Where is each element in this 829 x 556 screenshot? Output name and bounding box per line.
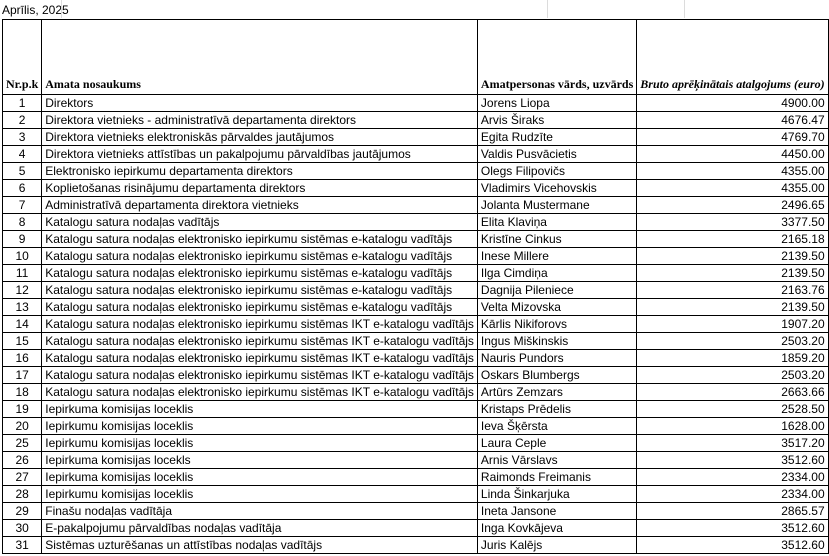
position-title-cell[interactable]: Elektronisko iepirkumu departamenta direktors xyxy=(42,163,478,180)
gross-pay-cell[interactable]: 4769.70 xyxy=(637,129,828,146)
header-row xyxy=(3,20,829,95)
person-name-cell[interactable]: Elita Klaviņa xyxy=(477,214,636,231)
gross-pay-cell[interactable]: 3517.20 xyxy=(637,435,828,452)
person-name-cell[interactable]: Raimonds Freimanis xyxy=(477,469,636,486)
row-number-cell[interactable]: 7 xyxy=(3,197,42,214)
person-name-cell[interactable]: Oskars Blumbergs xyxy=(477,367,636,384)
row-number-cell[interactable]: 29 xyxy=(3,503,42,520)
row-number-cell[interactable]: 10 xyxy=(3,248,42,265)
person-name-cell[interactable]: Ingus Miškinskis xyxy=(477,333,636,350)
table-row xyxy=(3,248,829,265)
gross-pay-cell[interactable]: 2503.20 xyxy=(637,367,828,384)
table-row xyxy=(3,333,829,350)
table-row xyxy=(3,197,829,214)
gross-pay-cell[interactable]: 4450.00 xyxy=(637,146,828,163)
row-number-cell[interactable]: 25 xyxy=(3,435,42,452)
row-number-cell[interactable]: 12 xyxy=(3,282,42,299)
row-number-cell[interactable]: 27 xyxy=(3,469,42,486)
position-title-cell[interactable]: Katalogu satura nodaļas elektronisko iepirkumu sistēmas e-katalogu vadītājs xyxy=(42,265,478,282)
row-number-cell[interactable]: 13 xyxy=(3,299,42,316)
gross-pay-cell[interactable]: 3512.60 xyxy=(637,537,828,554)
gross-pay-cell[interactable]: 3377.50 xyxy=(637,214,828,231)
table-row xyxy=(3,129,829,146)
row-number-cell[interactable]: 26 xyxy=(3,452,42,469)
table-row xyxy=(3,214,829,231)
position-title-cell[interactable]: Direktora vietnieks attīstības un pakalpojumu pārvaldības jautājumos xyxy=(42,146,478,163)
gross-pay-cell[interactable]: 2503.20 xyxy=(637,333,828,350)
table-row xyxy=(3,384,829,401)
position-title-cell[interactable]: Iepirkumu komisijas loceklis xyxy=(42,418,478,435)
table-row xyxy=(3,282,829,299)
position-title-cell[interactable]: Iepirkuma komisijas loceklis xyxy=(42,401,478,418)
position-title-cell[interactable]: Katalogu satura nodaļas elektronisko iepirkumu sistēmas e-katalogu vadītājs xyxy=(42,231,478,248)
gross-pay-cell[interactable]: 1859.20 xyxy=(637,350,828,367)
person-name-cell[interactable]: Egita Rudzīte xyxy=(477,129,636,146)
gross-pay-cell[interactable]: 2139.50 xyxy=(637,248,828,265)
row-number-cell[interactable]: 31 xyxy=(3,537,42,554)
row-number-cell[interactable]: 6 xyxy=(3,180,42,197)
gross-pay-cell[interactable]: 1907.20 xyxy=(637,316,828,333)
position-title-cell[interactable]: E-pakalpojumu pārvaldības nodaļas vadītāja xyxy=(42,520,478,537)
table-row xyxy=(3,95,829,112)
person-name-cell[interactable]: Ineta Jansone xyxy=(477,503,636,520)
position-title-cell[interactable]: Iepirkuma komisijas loceklis xyxy=(42,469,478,486)
gross-pay-cell[interactable]: 2163.76 xyxy=(637,282,828,299)
position-title-cell[interactable]: Katalogu satura nodaļas elektronisko iepirkumu sistēmas IKT e-katalogu vadītājs xyxy=(42,350,478,367)
person-name-cell[interactable]: Inese Millere xyxy=(477,248,636,265)
row-number-cell[interactable]: 11 xyxy=(3,265,42,282)
table-body xyxy=(3,95,829,554)
gross-pay-cell[interactable]: 2139.50 xyxy=(637,265,828,282)
person-name-cell[interactable]: Kristīne Cinkus xyxy=(477,231,636,248)
position-title-cell[interactable]: Katalogu satura nodaļas elektronisko iepirkumu sistēmas IKT e-katalogu vadītājs xyxy=(42,367,478,384)
position-title-cell[interactable]: Direktora vietnieks - administratīvā departamenta direktors xyxy=(42,112,478,129)
person-name-cell[interactable]: Velta Mizovska xyxy=(477,299,636,316)
title-row xyxy=(0,0,795,18)
position-title-cell[interactable]: Katalogu satura nodaļas elektronisko iepirkumu sistēmas IKT e-katalogu vadītājs xyxy=(42,316,478,333)
column-divider xyxy=(61,0,62,18)
row-number-cell[interactable]: 1 xyxy=(3,95,42,112)
column-divider xyxy=(684,0,685,18)
table-row xyxy=(3,265,829,282)
table-row xyxy=(3,163,829,180)
position-title-cell[interactable]: Katalogu satura nodaļas elektronisko iepirkumu sistēmas e-katalogu vadītājs xyxy=(42,299,478,316)
column-divider xyxy=(547,0,548,18)
table-row xyxy=(3,537,829,554)
person-name-cell[interactable]: Nauris Pundors xyxy=(477,350,636,367)
gross-pay-cell[interactable]: 2865.57 xyxy=(637,503,828,520)
row-number-cell[interactable]: 19 xyxy=(3,401,42,418)
position-title-cell[interactable]: Katalogu satura nodaļas elektronisko iepirkumu sistēmas e-katalogu vadītājs xyxy=(42,248,478,265)
table-row xyxy=(3,112,829,129)
table-row xyxy=(3,180,829,197)
gross-pay-cell[interactable]: 2334.00 xyxy=(637,469,828,486)
person-name-cell[interactable]: Dagnija Pileniece xyxy=(477,282,636,299)
table-row xyxy=(3,401,829,418)
person-name-cell[interactable]: Arvis Širaks xyxy=(477,112,636,129)
gross-pay-cell[interactable]: 1628.00 xyxy=(637,418,828,435)
table-row xyxy=(3,520,829,537)
position-title-cell[interactable]: Sistēmas uzturēšanas un attīstības nodaļas vadītājs xyxy=(42,537,478,554)
row-number-cell[interactable]: 30 xyxy=(3,520,42,537)
gross-pay-cell[interactable]: 3512.60 xyxy=(637,452,828,469)
gross-pay-cell[interactable]: 2139.50 xyxy=(637,299,828,316)
position-title-cell[interactable]: Katalogu satura nodaļas vadītājs xyxy=(42,214,478,231)
person-name-cell[interactable]: Linda Šinkarjuka xyxy=(477,486,636,503)
row-number-cell[interactable]: 8 xyxy=(3,214,42,231)
person-name-cell[interactable]: Kārlis Nikiforovs xyxy=(477,316,636,333)
header-person-name[interactable]: Amatpersonas vārds, uzvārds xyxy=(477,20,636,95)
gross-pay-cell[interactable]: 3512.60 xyxy=(637,520,828,537)
row-number-cell[interactable]: 18 xyxy=(3,384,42,401)
person-name-cell[interactable]: Artūrs Zemzars xyxy=(477,384,636,401)
header-num[interactable]: Nr.p.k xyxy=(3,20,42,95)
person-name-cell[interactable]: Inga Kovkājeva xyxy=(477,520,636,537)
position-title-cell[interactable]: Finašu nodaļas vadītāja xyxy=(42,503,478,520)
header-position-title[interactable]: Amata nosaukums xyxy=(42,20,478,95)
position-title-cell[interactable]: Direktors xyxy=(42,95,478,112)
person-name-cell[interactable]: Ilga Cimdiņa xyxy=(477,265,636,282)
position-title-cell[interactable]: Koplietošanas risinājumu departamenta direktors xyxy=(42,180,478,197)
gross-pay-cell[interactable]: 4355.00 xyxy=(637,163,828,180)
table-row xyxy=(3,146,829,163)
position-title-cell[interactable]: Direktora vietnieks elektroniskās pārvaldes jautājumos xyxy=(42,129,478,146)
person-name-cell[interactable]: Valdis Pusvācietis xyxy=(477,146,636,163)
header-gross-pay[interactable]: Bruto aprēķinātais atalgojums (euro) xyxy=(637,20,828,95)
row-number-cell[interactable]: 14 xyxy=(3,316,42,333)
position-title-cell[interactable]: Katalogu satura nodaļas elektronisko iepirkumu sistēmas e-katalogu vadītājs xyxy=(42,282,478,299)
row-number-cell[interactable]: 2 xyxy=(3,112,42,129)
position-title-cell[interactable]: Iepirkuma komisijas locekls xyxy=(42,452,478,469)
row-number-cell[interactable]: 5 xyxy=(3,163,42,180)
table-row xyxy=(3,350,829,367)
row-number-cell[interactable]: 15 xyxy=(3,333,42,350)
position-title-cell[interactable]: Iepirkumu komisijas loceklis xyxy=(42,435,478,452)
person-name-cell[interactable]: Arnis Vārslavs xyxy=(477,452,636,469)
gross-pay-cell[interactable]: 2334.00 xyxy=(637,486,828,503)
table-row xyxy=(3,231,829,248)
person-name-cell[interactable]: Jolanta Mustermane xyxy=(477,197,636,214)
person-name-cell[interactable]: Vladimirs Vicehovskis xyxy=(477,180,636,197)
row-number-cell[interactable]: 16 xyxy=(3,350,42,367)
row-number-cell[interactable]: 3 xyxy=(3,129,42,146)
table-row xyxy=(3,435,829,452)
table-row xyxy=(3,418,829,435)
gross-pay-cell[interactable]: 4355.00 xyxy=(637,180,828,197)
position-title-cell[interactable]: Administratīvā departamenta direktora vietnieks xyxy=(42,197,478,214)
position-title-cell[interactable]: Katalogu satura nodaļas elektronisko iepirkumu sistēmas IKT e-katalogu vadītājs xyxy=(42,333,478,350)
gross-pay-cell[interactable]: 4676.47 xyxy=(637,112,828,129)
person-name-cell[interactable]: Juris Kalējs xyxy=(477,537,636,554)
person-name-cell[interactable]: Olegs Filipovičs xyxy=(477,163,636,180)
row-number-cell[interactable]: 4 xyxy=(3,146,42,163)
gross-pay-cell[interactable]: 2165.18 xyxy=(637,231,828,248)
position-title-cell[interactable]: Katalogu satura nodaļas elektronisko iepirkumu sistēmas IKT e-katalogu vadītājs xyxy=(42,384,478,401)
person-name-cell[interactable]: Ieva Šķērsta xyxy=(477,418,636,435)
table-row xyxy=(3,486,829,503)
row-number-cell[interactable]: 9 xyxy=(3,231,42,248)
position-title-cell[interactable]: Iepirkumu komisijas loceklis xyxy=(42,486,478,503)
person-name-cell[interactable]: Kristaps Prēdelis xyxy=(477,401,636,418)
gross-pay-cell[interactable]: 2528.50 xyxy=(637,401,828,418)
gross-pay-cell[interactable]: 2663.66 xyxy=(637,384,828,401)
table-row xyxy=(3,503,829,520)
gross-pay-cell[interactable]: 2496.65 xyxy=(637,197,828,214)
table-row xyxy=(3,299,829,316)
gross-pay-cell[interactable]: 4900.00 xyxy=(637,95,828,112)
person-name-cell[interactable]: Laura Ceple xyxy=(477,435,636,452)
row-number-cell[interactable]: 28 xyxy=(3,486,42,503)
row-number-cell[interactable]: 20 xyxy=(3,418,42,435)
row-number-cell[interactable]: 17 xyxy=(3,367,42,384)
table-row xyxy=(3,367,829,384)
table-row xyxy=(3,452,829,469)
table-row xyxy=(3,316,829,333)
sheet-title[interactable]: Aprīlis, 2025 xyxy=(2,3,69,17)
salary-table xyxy=(2,19,829,554)
table-row xyxy=(3,469,829,486)
person-name-cell[interactable]: Jorens Liopa xyxy=(477,95,636,112)
